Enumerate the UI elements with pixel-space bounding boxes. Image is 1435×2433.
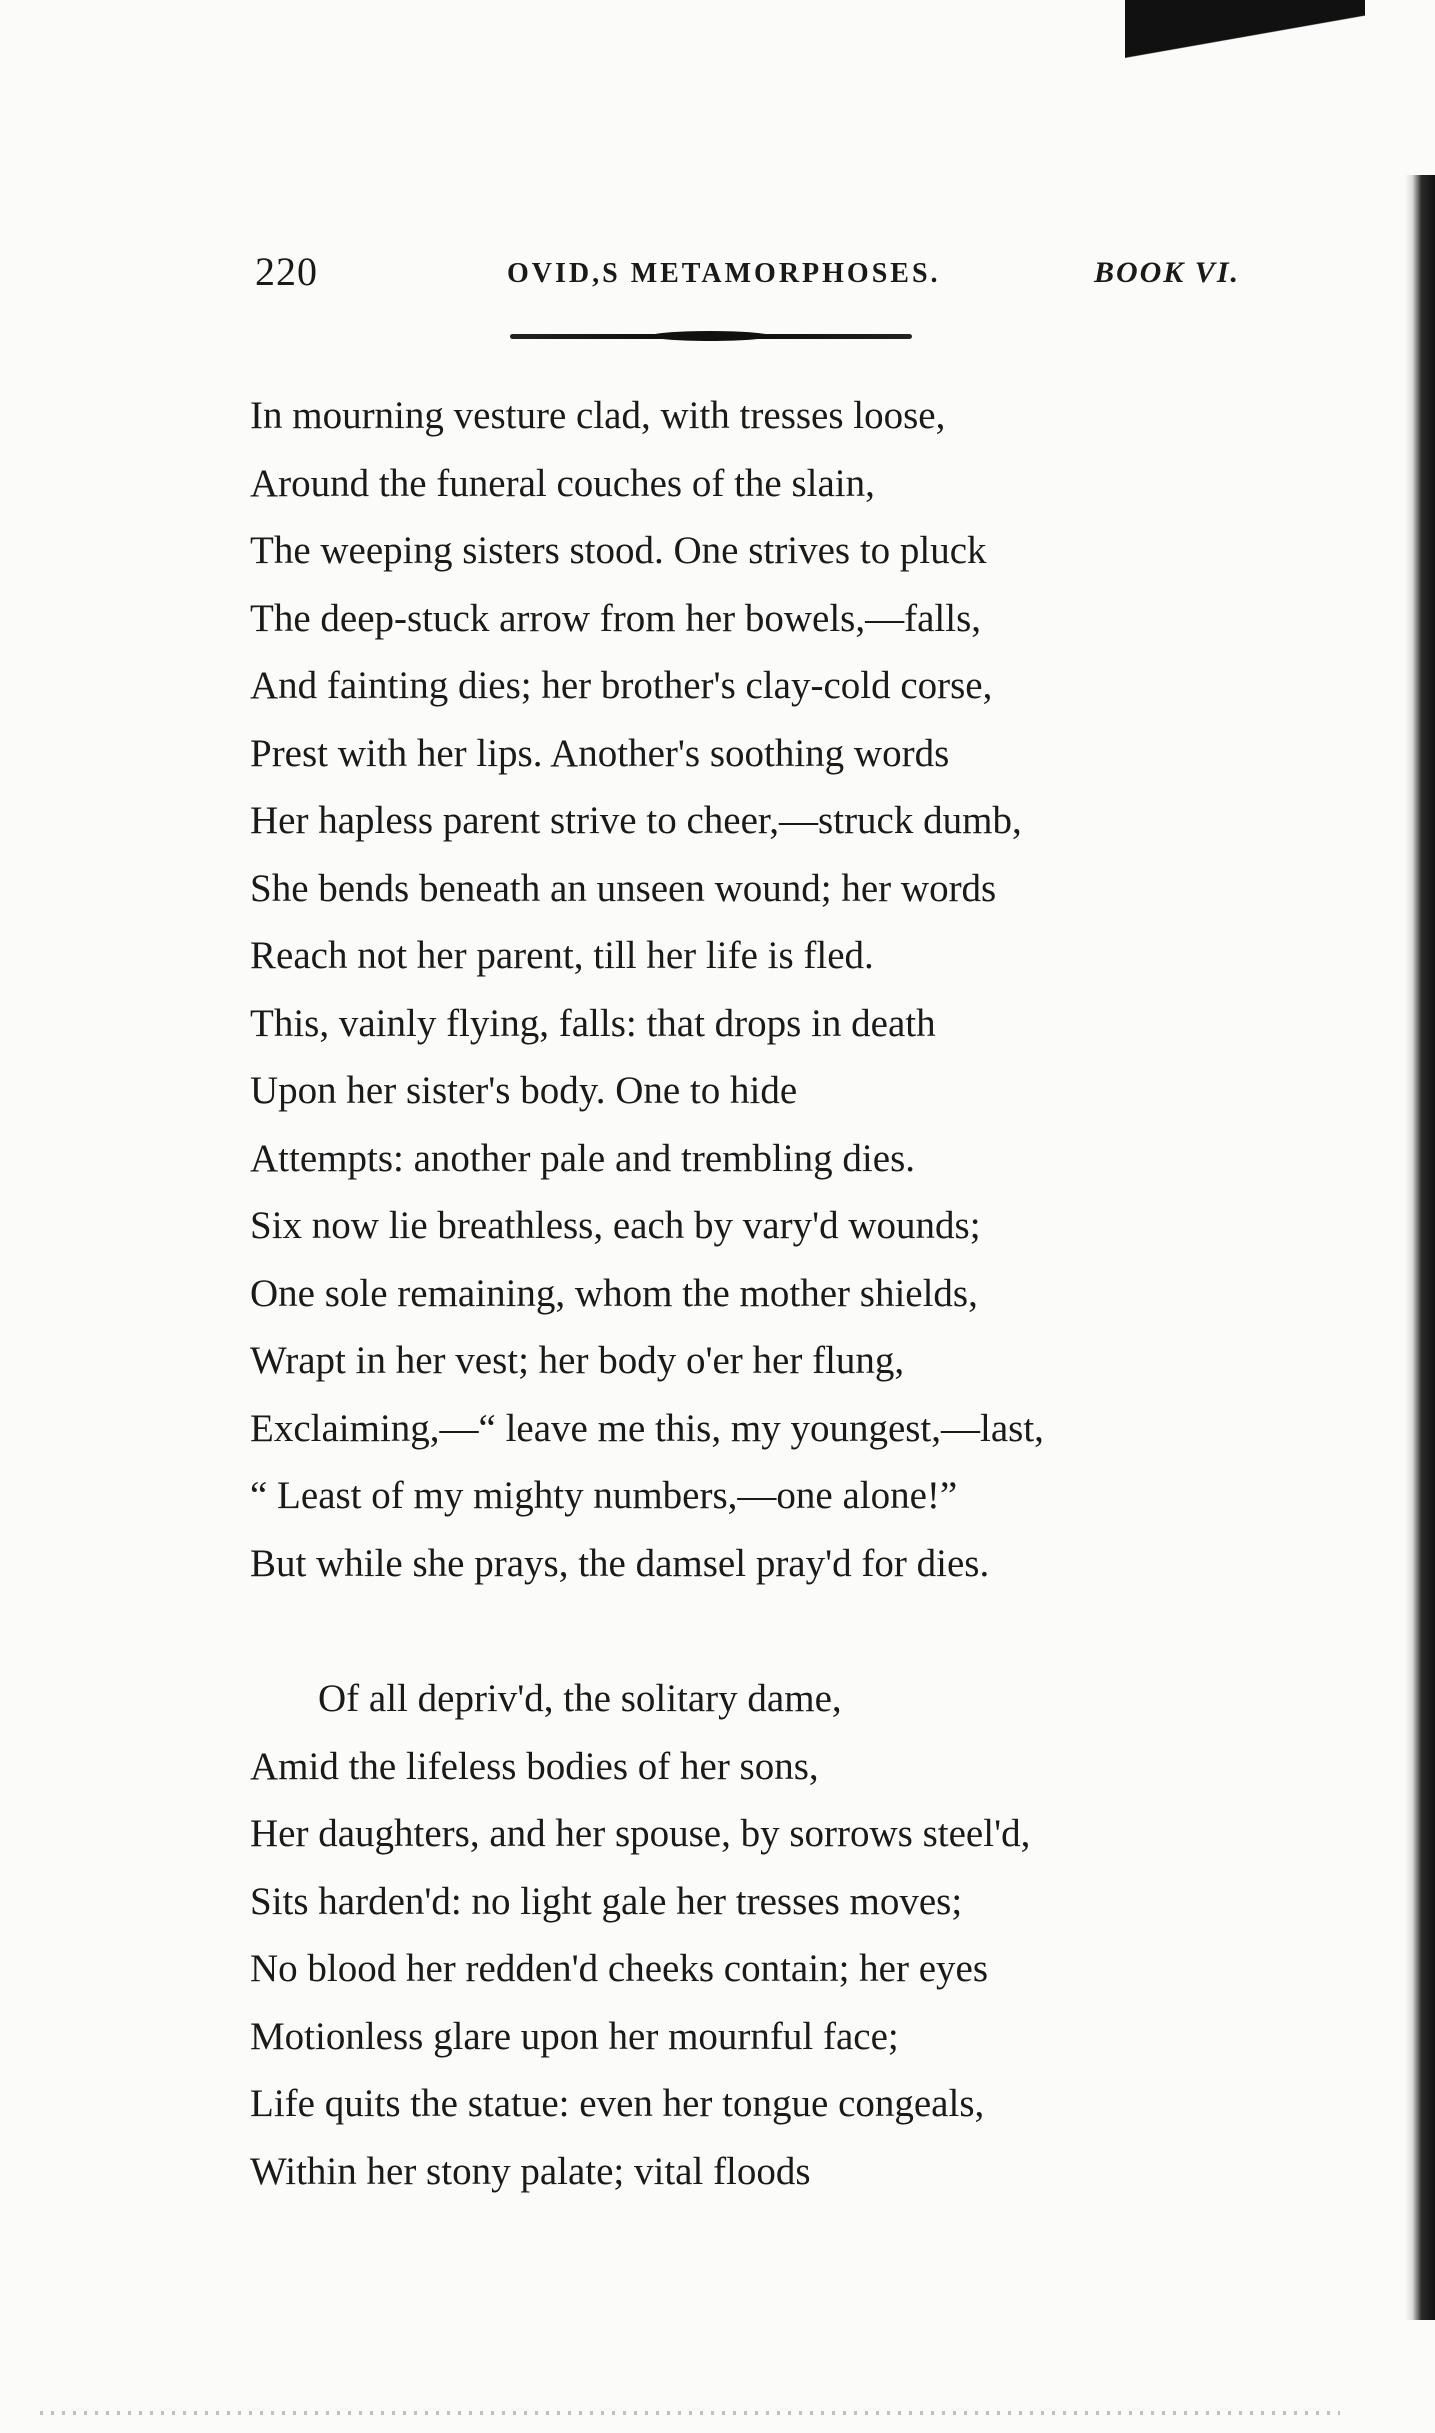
verse-line: Around the funeral couches of the slain, <box>250 461 875 505</box>
verse-line: The weeping sisters stood. One strives to pluck <box>250 529 987 572</box>
binding-edge <box>1405 175 1435 2320</box>
verse-line: Upon her sister's body. One to hide <box>250 1069 798 1112</box>
verse-line: Exclaiming,—“ leave me this, my youngest,—last, <box>250 1406 1044 1450</box>
running-title: OVID,S METAMORPHOSES. <box>507 258 941 289</box>
verse-line: Of all depriv'd, the solitary dame, <box>318 1677 842 1720</box>
book-label: BOOK VI. <box>1093 256 1240 289</box>
verse-line: She bends beneath an unseen wound; her words <box>250 866 997 910</box>
verse-line: “ Least of my mighty numbers,—one alone!” <box>250 1474 958 1517</box>
verse-line: This, vainly flying, falls: that drops in death <box>250 1001 936 1045</box>
verse-line: The deep-stuck arrow from her bowels,—falls, <box>250 596 982 640</box>
verse-line: Amid the lifeless bodies of her sons, <box>250 1744 819 1788</box>
verse-line: Prest with her lips. Another's soothing words <box>250 731 950 775</box>
stanza-2 <box>250 1665 1030 2205</box>
verse-line: Life quits the statue: even her tongue congeals, <box>250 2082 985 2125</box>
verse-line: Within her stony palate; vital floods <box>250 2149 811 2193</box>
verse-line: Motionless glare upon her mournful face; <box>250 2014 899 2058</box>
verse-line: Reach not her parent, till her life is fled. <box>250 934 874 977</box>
verse-line: No blood her redden'd cheeks contain; her eyes <box>250 1947 989 1990</box>
scan-noise <box>40 2411 1340 2415</box>
verse-line: Six now lie breathless, each by vary'd wounds; <box>250 1204 981 1247</box>
header-rule <box>510 334 912 339</box>
verse-line: Attempts: another pale and trembling dies. <box>250 1136 915 1180</box>
stanza-1 <box>250 382 1044 1597</box>
verse-line: Her daughters, and her spouse, by sorrows steel'd, <box>250 1812 1031 1855</box>
page-number: 220 <box>255 249 318 294</box>
verse-line: Her hapless parent strive to cheer,—struck dumb, <box>250 799 1022 842</box>
verse-line: And fainting dies; her brother's clay-cold corse, <box>250 664 993 707</box>
verse-line: In mourning vesture clad, with tresses loose, <box>250 394 946 437</box>
verse-line: One sole remaining, whom the mother shields, <box>250 1271 978 1315</box>
page-corner-mark <box>1125 0 1365 62</box>
verse-line: Wrapt in her vest; her body o'er her flung, <box>250 1339 905 1382</box>
verse-line: Sits harden'd: no light gale her tresses moves; <box>250 1879 963 1923</box>
verse-line: But while she prays, the damsel pray'd for dies. <box>250 1541 990 1585</box>
running-header <box>255 248 1240 308</box>
